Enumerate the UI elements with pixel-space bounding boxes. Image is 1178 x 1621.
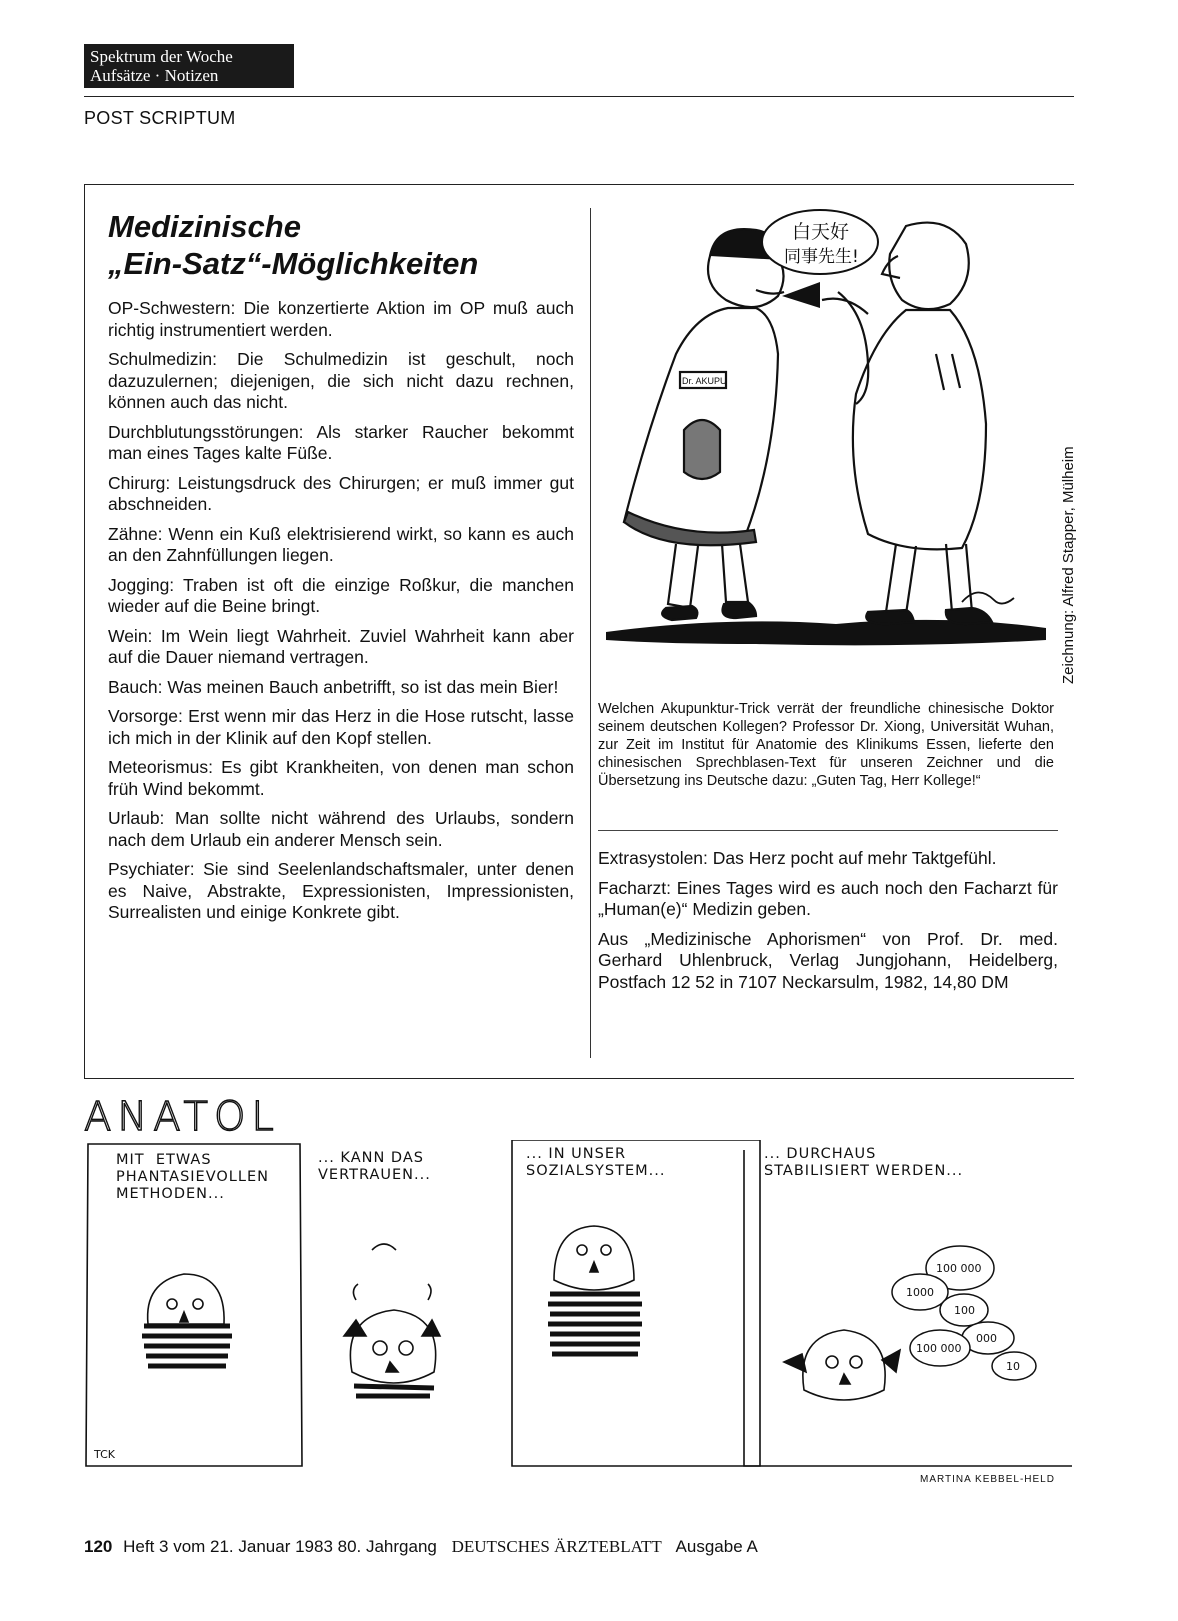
aphorism: Meteorismus: Es gibt Krankheiten, von denen man schon früh Wind bekommt. xyxy=(108,757,574,799)
aphorism-list-right xyxy=(598,848,1058,1001)
section-line-1: Spektrum der Woche xyxy=(90,47,233,66)
aphorism: Jogging: Traben ist oft die einzige Roßkur, die manchen wieder auf die Beine bringt. xyxy=(108,574,574,616)
comic-title xyxy=(84,1092,294,1138)
rubric: POST SCRIPTUM xyxy=(84,108,236,128)
bag-label: 1000 xyxy=(906,1286,934,1299)
aphorism: Chirurg: Leistungsdruck des Chirurgen; er muß immer gut abschneiden. xyxy=(108,472,574,514)
aphorism: Vorsorge: Erst wenn mir das Herz in die Hose rutscht, lasse ich mich in der Klinik auf den Kopf stellen. xyxy=(108,706,574,748)
column-divider xyxy=(590,208,591,1058)
section-badge xyxy=(84,44,294,88)
aphorism: Zähne: Wenn ein Kuß elektrisierend wirkt, so kann es auch an den Zahnfüllungen liegen. xyxy=(108,523,574,565)
cartoon-caption: Welchen Akupunktur-Trick verrät der freundliche chinesische Doktor seinem deutschen Kollegen? Professor Dr. Xiong, Universität Wuhan, zur Zeit im Institut für Anatomie des Klinikums Essen, lieferte den chinesischen Sprechblasen-Text für unseren Zeichner und die Übersetzung ins Deutsche dazu: „Guten Tag, Herr Kollege!“ xyxy=(598,701,1054,789)
owl-1 xyxy=(142,1274,232,1366)
owl-3 xyxy=(548,1226,642,1354)
bag-label: 10 xyxy=(1006,1360,1020,1373)
comic-title-text: ANATOL xyxy=(84,1094,280,1138)
aphorism: Urlaub: Man sollte nicht während des Urlaubs, sondern nach dem Urlaub ein anderer Mensch sein. xyxy=(108,808,574,850)
aphorism: Wein: Im Wein liegt Wahrheit. Zuviel Wahrheit kann aber auf die Dauer niemand vertragen. xyxy=(108,625,574,667)
comic-artist: MARTINA KEBBEL-HELD xyxy=(920,1474,1055,1485)
aphorism: Bauch: Was meinen Bauch anbetrifft, so ist das mein Bier! xyxy=(108,676,559,697)
bag-label: 000 xyxy=(976,1332,997,1345)
panel-2-text: ... KANN DAS VERTRAUEN... xyxy=(318,1150,431,1183)
aphorism: Facharzt: Eines Tages wird es auch noch den Facharzt für „Human(e)“ Medizin geben. xyxy=(598,877,1058,919)
page-number: 120 xyxy=(84,1537,113,1556)
owl-2 xyxy=(344,1244,440,1396)
aphorism: Schulmedizin: Die Schulmedizin ist geschult, noch dazuzulernen; diejenigen, die sich nicht dazu rechnen, können auch das nicht. xyxy=(108,349,574,412)
otoscope-beam xyxy=(782,282,820,308)
german-doctor-figure xyxy=(822,223,992,624)
header-rule xyxy=(84,96,1074,97)
aphorism: OP-Schwestern: Die konzertierte Aktion im OP muß auch richtig instrumentiert werden. xyxy=(108,298,574,340)
issue-info: Heft 3 vom 21. Januar 1983 80. Jahrgang xyxy=(123,1537,437,1556)
aphorism: Durchblutungsstörungen: Als starker Raucher bekommt man eines Tages kalte Füße. xyxy=(108,421,574,463)
comic-initials: TCK xyxy=(94,1448,115,1461)
title-line-1: Medizinische xyxy=(108,209,301,244)
speech-line-2: 同事先生! xyxy=(784,247,859,267)
page-footer xyxy=(84,1537,758,1557)
bag-label: 100 000 xyxy=(916,1342,962,1355)
doctor-badge-text: Dr. AKUPU xyxy=(682,376,727,386)
edition: Ausgabe A xyxy=(675,1537,758,1556)
article-title xyxy=(108,208,478,282)
panel-3-text: ... IN UNSER SOZIALSYSTEM... xyxy=(526,1146,666,1179)
caption-rule xyxy=(598,830,1058,831)
source-note: Aus „Medizinische Aphorismen“ von Prof. Dr. med. Gerhard Uhlenbruck, Verlag Jungjohann, Heidelberg, Postfach 12 52 in 7107 Neckarsulm, 1982, 14,80 DM xyxy=(598,928,1058,992)
bag-label: 100 xyxy=(954,1304,975,1317)
section-line-2: Aufsätze · Notizen xyxy=(90,66,219,85)
speech-line-1: 白天好 xyxy=(792,221,850,243)
panel-4-text: ... DURCHAUS STABILISIERT WERDEN... xyxy=(764,1146,964,1179)
chinese-doctor-figure xyxy=(624,229,784,620)
panel-1-text: MIT ETWAS PHANTASIEVOLLEN METHODEN... xyxy=(116,1152,269,1202)
aphorism: Extrasystolen: Das Herz pocht auf mehr Taktgefühl. xyxy=(598,848,997,868)
illustration-credit: Zeichnung: Alfred Stapper, Mülheim xyxy=(1060,446,1077,684)
aphorism-list-left xyxy=(108,298,574,932)
journal-name: DEUTSCHES ÄRZTEBLATT xyxy=(451,1537,662,1556)
bag-label: 100 000 xyxy=(936,1262,982,1275)
doctors-cartoon xyxy=(606,204,1052,686)
title-line-2: „Ein-Satz“-Möglichkeiten xyxy=(108,246,479,281)
owl-4 xyxy=(784,1330,900,1400)
aphorism: Psychiater: Sie sind Seelenlandschaftsmaler, unter denen es Naive, Abstrakte, Expressionisten, Impressionisten, Surrealisten und einige Konkrete gibt. xyxy=(108,859,574,922)
